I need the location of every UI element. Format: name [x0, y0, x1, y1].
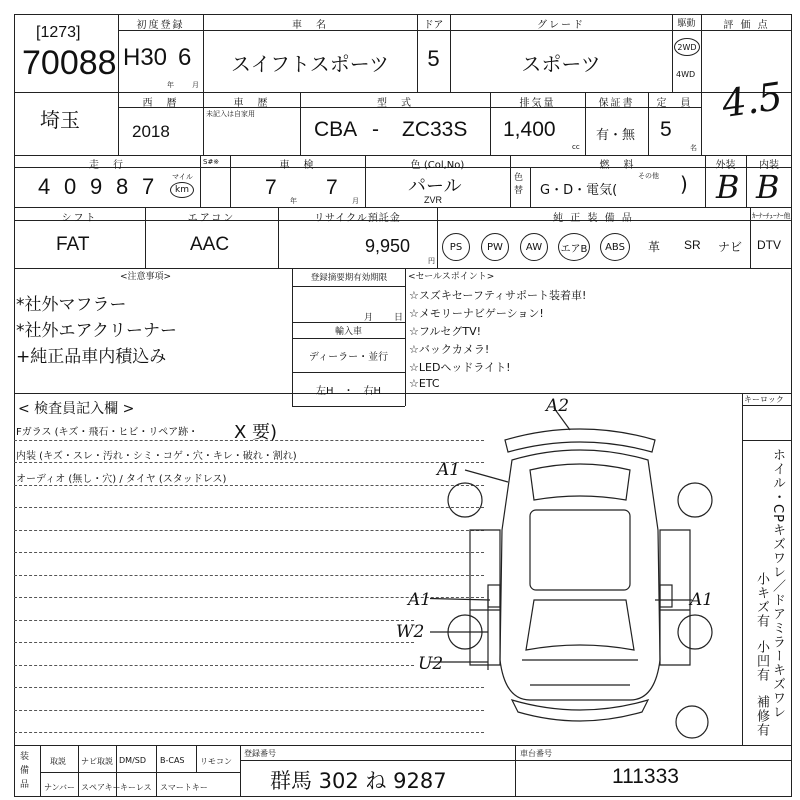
displacement-label: 排気量 — [519, 98, 556, 109]
tv-label: ｶｰﾅｰﾁｭｰﾅｰ他 — [752, 212, 791, 220]
exterior: B — [716, 168, 740, 206]
shift-label: シフト — [61, 213, 98, 224]
import-label: 輸入車 — [334, 327, 362, 337]
plate-label: 登録番号 — [244, 749, 276, 758]
damage-mark-a1: A1 — [437, 460, 461, 480]
option-airbag-label: エアB — [560, 243, 588, 255]
region: 埼玉 — [40, 108, 80, 132]
sales-line: ☆LEDヘッドライト! — [409, 361, 511, 374]
mileage-digit: 7 — [142, 174, 155, 199]
capacity: 5 — [660, 118, 672, 141]
lot-bracket: [1273] — [36, 24, 81, 41]
equip-label: 装備品 — [20, 752, 30, 790]
fuel: G・D・電気( — [540, 183, 618, 198]
mile-unit: マイル — [172, 173, 193, 181]
keylock-label: キーロック — [744, 395, 784, 404]
mileage-digit: 8 — [116, 174, 129, 199]
option-navi: ナビ — [718, 240, 743, 254]
door-label: ドア — [423, 20, 444, 31]
options-label: 純 正 装 備 品 — [553, 213, 634, 224]
equip-item: B-CAS — [160, 756, 185, 765]
reg-day: 日 — [394, 313, 404, 323]
exterior-label: 外装 — [715, 160, 736, 171]
vin: 111333 — [612, 765, 679, 788]
equip-item: DM/SD — [119, 756, 146, 765]
right-note: ホイル・CPキズワレ／ドアミラーキズワレ — [770, 448, 785, 719]
car-name-label: 車 名 — [292, 20, 328, 31]
option-ps — [442, 233, 470, 261]
capacity-label: 定 員 — [656, 98, 693, 109]
grade: スポーツ — [521, 52, 601, 76]
damage-mark-u2: U2 — [418, 654, 444, 674]
sales-line: ☆ETC — [409, 377, 440, 390]
option-pw-label: PW — [487, 241, 503, 253]
option-abs — [600, 233, 630, 261]
doors: 5 — [427, 46, 440, 71]
mileage-label: 走 行 — [89, 160, 125, 171]
warranty-label: 保証書 — [598, 98, 635, 109]
fuel-other: その他 — [638, 172, 659, 180]
equip-item: ナビ取説 — [81, 757, 113, 766]
right-sub1: 小キズ有 — [754, 572, 769, 628]
km-unit: km — [175, 185, 189, 195]
inspect-month: 7 — [326, 176, 338, 199]
caution-line: *社外マフラー — [16, 295, 127, 315]
sales-label: <セールスポイント> — [408, 272, 495, 282]
year-unit: 年 — [167, 81, 174, 89]
grade-label: グレード — [537, 20, 585, 31]
model-label: 型 式 — [377, 98, 413, 109]
first-reg-label: 初度登録 — [136, 20, 185, 31]
s-label: S#※ — [203, 158, 220, 166]
inspector-glass: Fガラス (キズ・飛石・ヒビ・リペア跡・ — [16, 427, 199, 438]
inspector-glass-hand: X 要) — [234, 422, 278, 443]
interior-label: 内装 — [759, 160, 779, 171]
chassis-label: 車 歴 — [233, 98, 270, 109]
model-prefix: CBA — [314, 118, 358, 141]
repaint-label: 色替 — [514, 173, 524, 196]
inspector-title: < 検査員記入欄 > — [18, 401, 135, 417]
color-label: 色 (Col,No) — [410, 160, 465, 171]
fuel-label: 燃 料 — [599, 160, 636, 171]
recycle-label: リサイクル預託金 — [314, 213, 401, 224]
model-code: ZC33S — [402, 118, 468, 141]
option-airbag — [558, 233, 590, 261]
inspector-interior: 内装 (キズ・スレ・汚れ・シミ・コゲ・穴・キレ・破れ・割れ) — [16, 451, 297, 462]
inspect-label: 車 検 — [279, 160, 316, 171]
sales-line: ☆メモリーナビゲーション! — [409, 307, 544, 320]
lot-number: 70088 — [22, 44, 117, 82]
inspector-audio: オーディオ (無し・穴) / タイヤ (スタッドレス) — [16, 474, 227, 485]
inspect-year-unit: 年 — [290, 197, 297, 205]
inspect-month-unit: 月 — [352, 197, 359, 205]
sales-line: ☆スズキセーフティサポート装着車! — [409, 289, 587, 302]
mileage-digit: 4 — [38, 174, 51, 199]
model-dash: - — [372, 118, 379, 141]
option-aw — [520, 233, 548, 261]
equip-item: 取説 — [50, 757, 66, 766]
damage-mark-w2: W2 — [396, 622, 425, 642]
sales-line: ☆バックカメラ! — [409, 343, 490, 356]
caution-line: *社外エアクリーナー — [16, 321, 177, 341]
car-name: スイフトスポーツ — [231, 52, 389, 76]
damage-mark-a1: A1 — [690, 590, 714, 610]
option-leather: 革 — [648, 240, 661, 254]
capacity-unit: 名 — [690, 144, 697, 152]
warranty: 有・無 — [596, 128, 636, 143]
chassis-note: 未記入は自家用 — [206, 110, 255, 118]
equip-item: リモコン — [200, 757, 232, 766]
first-reg-month: 6 — [178, 44, 192, 71]
displacement: 1,400 — [503, 118, 556, 141]
western-label: 西 暦 — [142, 98, 179, 109]
equip-item: ナンバー — [44, 783, 76, 792]
caution-label: <注意事項> — [120, 272, 172, 282]
color-code: ZVR — [424, 195, 442, 205]
handle: 左H ・ 右H — [315, 386, 382, 397]
equip-item: キーレス — [120, 783, 152, 792]
cc-unit: cc — [572, 143, 580, 151]
shift: FAT — [56, 234, 90, 255]
recycle: 9,950 — [365, 236, 411, 256]
aircon: AAC — [190, 234, 230, 255]
yen-unit: 円 — [428, 257, 435, 265]
equip-item: スペアキー — [81, 783, 121, 792]
vin-label: 車台番号 — [520, 749, 552, 758]
damage-mark-a1: A1 — [408, 590, 432, 610]
tv: DTV — [757, 238, 781, 252]
option-abs-label: ABS — [605, 241, 625, 253]
drive-label: 駆動 — [677, 19, 696, 29]
month-unit: 月 — [192, 81, 199, 89]
option-ps-label: PS — [449, 241, 463, 253]
option-sunroof: SR — [684, 238, 701, 252]
aircon-label: エアコン — [187, 213, 236, 224]
km-circle — [170, 182, 194, 198]
reg-expiry-label: 登録摘要期有効期限 — [310, 273, 388, 283]
drive-4wd: 4WD — [676, 70, 696, 79]
drive-2wd: 2WD — [677, 42, 697, 52]
option-aw-label: AW — [525, 241, 543, 253]
caution-line: +純正品車内積込み — [16, 347, 167, 367]
interior: B — [756, 168, 780, 206]
inspect-year: 7 — [265, 176, 277, 199]
import-dealer: ディーラー・並行 — [308, 352, 389, 363]
mileage-digit: 0 — [64, 174, 77, 199]
right-sub2: 小凹有 — [754, 640, 769, 682]
equip-item: スマートキー — [160, 783, 208, 792]
plate: 群馬 302 ね 9287 — [270, 769, 447, 793]
eval-label: 評 価 点 — [723, 20, 770, 31]
color: パール — [408, 176, 462, 197]
fuel-close: ) — [680, 172, 688, 196]
mileage-digit: 9 — [90, 174, 103, 199]
first-reg-year: H30 — [123, 44, 168, 71]
eval-score: 4.5 — [719, 74, 786, 126]
right-sub3: 補修有 — [754, 695, 769, 737]
drive-2wd-circle — [674, 38, 700, 56]
damage-mark-a2: A2 — [546, 396, 570, 416]
option-pw — [481, 233, 509, 261]
car-diagram — [430, 400, 730, 745]
sales-line: ☆フルセグTV! — [409, 325, 482, 338]
western-year: 2018 — [132, 122, 170, 141]
reg-month: 月 — [364, 313, 374, 323]
